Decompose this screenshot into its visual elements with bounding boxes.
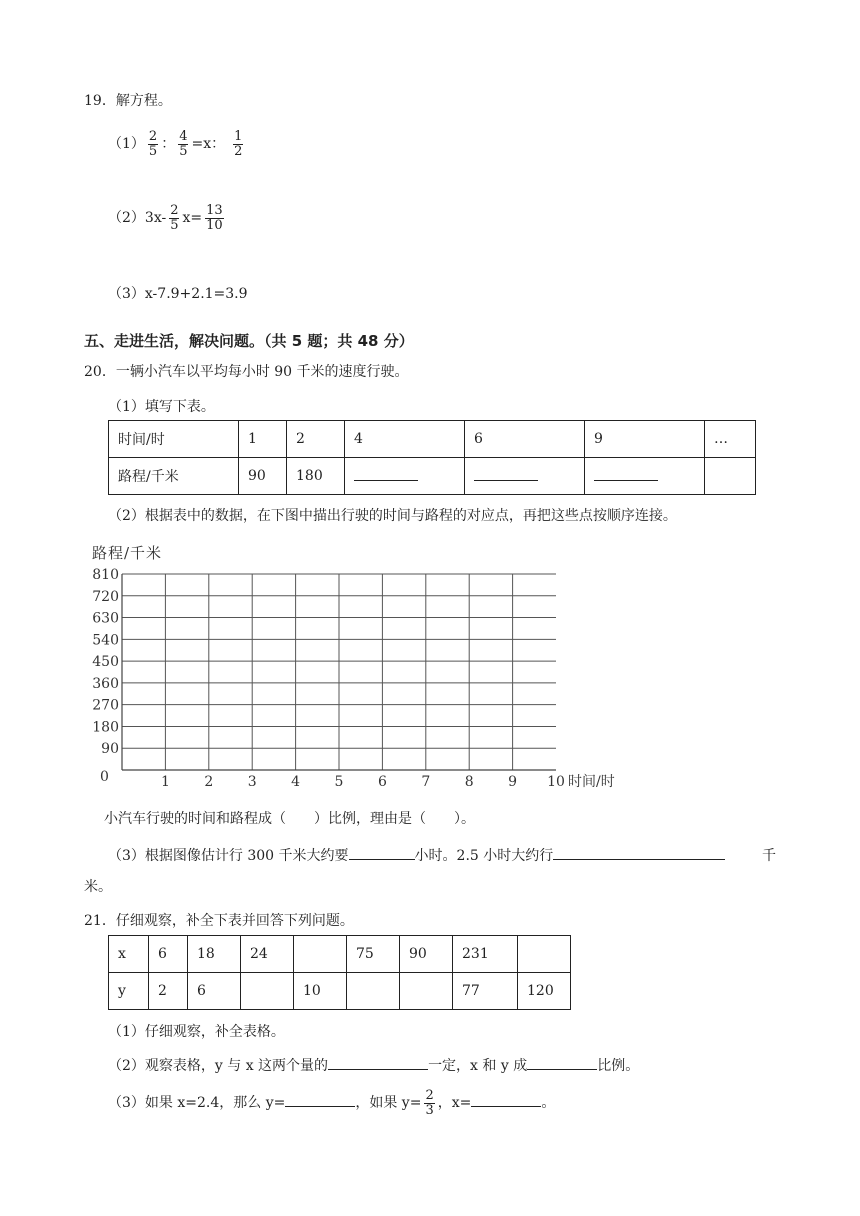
answer-cell[interactable] — [518, 936, 571, 973]
x-tick-label: 6 — [377, 774, 387, 790]
x-axis-label: 时间/时 — [568, 774, 615, 790]
q21-title: 21．仔细观察，补全下表并回答下列问题。 — [84, 913, 354, 929]
q21-part1: （1）仔细观察，补全表格。 — [108, 1024, 285, 1040]
q19-part1: （1） $\frac{2}{5}$ ： $\frac{4}{5}$ =x： $\frac{1}{2}$ — [108, 128, 243, 159]
answer-blank[interactable] — [328, 1055, 428, 1070]
x-tick-label: 10 — [547, 774, 565, 790]
q20-proportion-sentence: 小汽车行驶的时间和路程成（ ）比例，理由是（ ）。 — [104, 811, 475, 827]
y-tick-label: 540 — [92, 632, 119, 649]
speed-table — [108, 420, 756, 495]
y-tick-label: 360 — [92, 675, 119, 692]
y-tick-label: 270 — [92, 697, 119, 714]
fraction: $\frac{2}{5}$ — [170, 202, 179, 233]
x-tick-label: 9 — [508, 774, 518, 790]
x-tick-label: 1 — [160, 774, 170, 790]
answer-cell[interactable] — [705, 458, 756, 495]
chart-svg — [84, 538, 644, 794]
q20-title: 20．一辆小汽车以平均每小时 90 千米的速度行驶。 — [84, 364, 409, 380]
answer-blank[interactable] — [471, 1092, 541, 1107]
y-tick-label: 450 — [92, 654, 119, 671]
answer-blank[interactable] — [474, 468, 538, 481]
x-tick-label: 4 — [291, 774, 301, 790]
answer-cell[interactable] — [345, 458, 465, 495]
y-axis-label: 路程/千米 — [92, 544, 163, 562]
table-row: x 6 18 24 75 90 231 — [109, 936, 571, 973]
answer-cell[interactable] — [347, 973, 400, 1010]
fraction: $\frac{4}{5}$ — [179, 128, 188, 159]
q19-part3: （3）x-7.9+2.1=3.9 — [108, 286, 248, 302]
x-tick-label: 7 — [421, 774, 431, 790]
q20-part3-cont: 米。 — [84, 879, 112, 895]
y-tick-label: 180 — [92, 719, 119, 736]
answer-blank[interactable] — [594, 468, 658, 481]
table-row: y 2 6 10 77 120 — [109, 973, 571, 1010]
answer-blank[interactable] — [354, 468, 418, 481]
x-tick-label: 3 — [247, 774, 257, 790]
fraction: $\frac{13}{10}$ — [206, 202, 223, 233]
answer-blank[interactable] — [553, 845, 725, 860]
table-row: 时间/时 1 2 4 6 9 … — [109, 421, 756, 458]
y-tick-label: 810 — [92, 567, 119, 583]
q20-part1: （1）填写下表。 — [108, 399, 215, 415]
y-tick-label: 630 — [92, 610, 119, 627]
q21-part3: （3）如果 x=2.4，那么 y= ，如果 y= $\frac{2}{3}$ ，x= 。 — [108, 1087, 556, 1118]
answer-cell[interactable] — [241, 973, 294, 1010]
section-title: 五、走进生活，解决问题。（共 5 题；共 48 分） — [84, 332, 414, 350]
y-tick-label: 90 — [101, 741, 119, 758]
answer-cell[interactable] — [294, 936, 347, 973]
x-tick-label: 8 — [464, 774, 474, 790]
q19-title: 19．解方程。 — [84, 93, 172, 109]
q20-part2: （2）根据表中的数据，在下图中描出行驶的时间与路程的对应点，再把这些点按顺序连接。 — [108, 508, 677, 524]
x-tick-label: 2 — [204, 774, 214, 790]
fraction: $\frac{2}{5}$ — [148, 128, 158, 159]
answer-blank[interactable] — [285, 1092, 355, 1107]
q20-part3: （3）根据图像估计行 300 千米大约要 小时。2.5 小时大约行 — [108, 845, 725, 865]
fraction: $\frac{2}{3}$ — [425, 1087, 434, 1118]
y-tick-label: 0 — [100, 769, 109, 785]
q21-part2: （2）观察表格，y 与 x 这两个量的 一定，x 和 y 成 比例。 — [108, 1055, 639, 1075]
q20-part3-end: 千 — [762, 848, 776, 864]
answer-blank[interactable] — [349, 845, 415, 860]
q19-part2: （2）3x- $\frac{2}{5}$ x= $\frac{13}{10}$ — [108, 202, 223, 233]
answer-cell[interactable] — [400, 973, 453, 1010]
y-tick-label: 720 — [92, 588, 119, 605]
table-row: 路程/千米 90 180 — [109, 458, 756, 495]
distance-time-chart[interactable] — [84, 538, 644, 794]
fraction: $\frac{1}{2}$ — [234, 128, 243, 159]
x-tick-label: 5 — [334, 774, 344, 790]
answer-blank[interactable] — [527, 1055, 597, 1070]
xy-table — [108, 935, 571, 1010]
answer-cell[interactable] — [465, 458, 585, 495]
answer-cell[interactable] — [585, 458, 705, 495]
